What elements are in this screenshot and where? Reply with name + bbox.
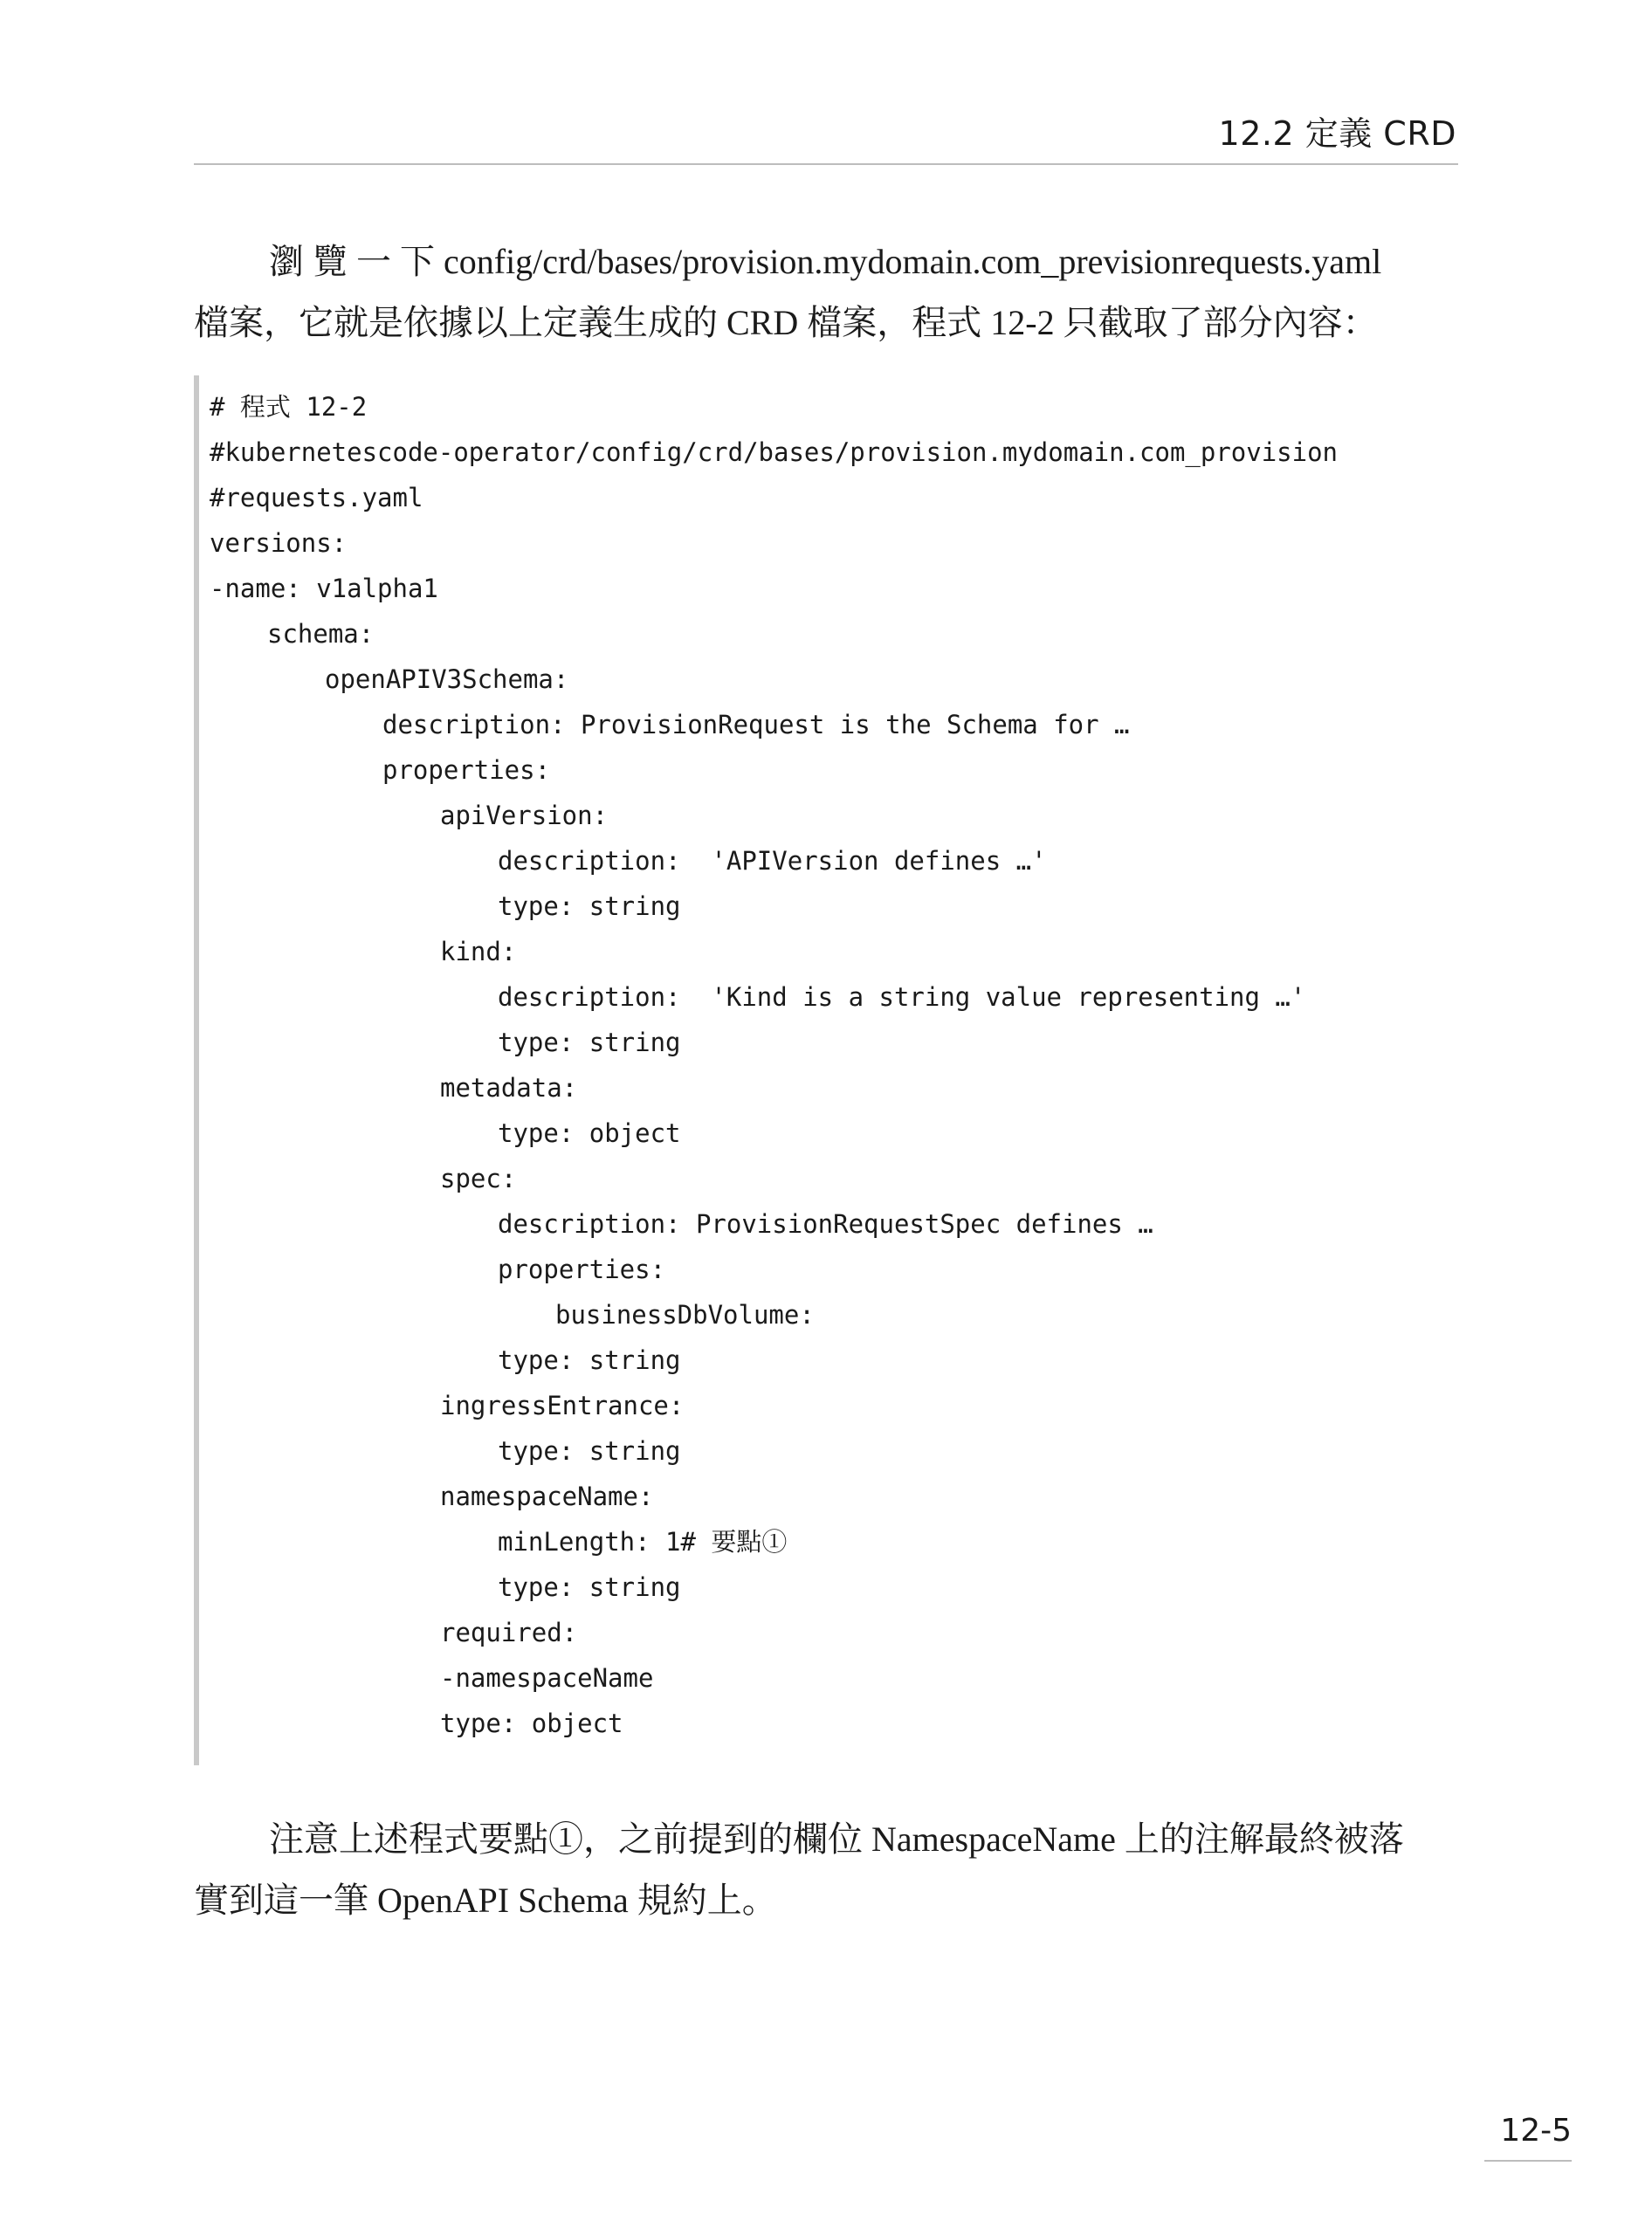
code-line: apiVersion:: [440, 801, 609, 830]
code-line: description: 'Kind is a string value representing …': [498, 982, 1306, 1012]
code-line: properties:: [498, 1255, 666, 1284]
note-line-2: 實到這一筆 OpenAPI Schema 規約上。: [194, 1881, 777, 1920]
code-line: -namespaceName: [440, 1663, 654, 1693]
intro-line-2: 檔案，它就是依據以上定義生成的 CRD 檔案，程式 12-2 只截取了部分內容：: [194, 303, 1378, 342]
code-line: type: string: [498, 891, 681, 921]
code-line: type: string: [498, 1436, 681, 1466]
code-line: required:: [440, 1618, 578, 1647]
section-header-title: 12.2 定義 CRD: [1218, 114, 1456, 153]
intro-line-1: 瀏 覽 一 下 config/crd/bases/provision.mydomain.com_previsionrequests.yaml: [269, 242, 1382, 281]
page-number: 12-5: [1500, 2113, 1572, 2149]
code-line: schema:: [267, 619, 375, 649]
code-line: description: ProvisionRequestSpec defines …: [498, 1209, 1153, 1239]
code-line: businessDbVolume:: [555, 1300, 815, 1330]
code-line: properties:: [382, 755, 551, 785]
code-line: description: ProvisionRequest is the Schema for …: [382, 710, 1130, 739]
note-paragraph: [194, 1809, 1458, 1931]
code-line: openAPIV3Schema:: [325, 664, 569, 694]
code-line: description: 'APIVersion defines …': [498, 846, 1047, 876]
code-line: #kubernetescode-operator/config/crd/bases/provision.mydomain.com_provision: [210, 437, 1339, 467]
code-line: # 程式 12-2: [210, 392, 368, 422]
code-line: versions:: [210, 528, 348, 558]
code-line: namespaceName:: [440, 1482, 654, 1511]
code-line: metadata:: [440, 1073, 578, 1103]
header-divider: [194, 163, 1458, 165]
code-line: ingressEntrance:: [440, 1391, 685, 1420]
code-line: minLength: 1# 要點①: [498, 1527, 788, 1557]
code-line: type: string: [498, 1028, 681, 1057]
code-line: type: string: [498, 1572, 681, 1602]
code-line: type: string: [498, 1345, 681, 1375]
code-line: type: object: [498, 1118, 681, 1148]
code-line: -name: v1alpha1: [210, 574, 438, 603]
note-line-1: 注意上述程式要點①，之前提到的欄位 NamespaceName 上的注解最終被落: [269, 1819, 1404, 1859]
code-listing: [194, 375, 1463, 1765]
code-line: kind:: [440, 937, 517, 966]
code-line: type: object: [440, 1709, 623, 1738]
code-line: #requests.yaml: [210, 483, 423, 512]
code-line: spec:: [440, 1164, 517, 1193]
footer-divider: [1484, 2160, 1572, 2162]
intro-paragraph: [194, 231, 1458, 354]
